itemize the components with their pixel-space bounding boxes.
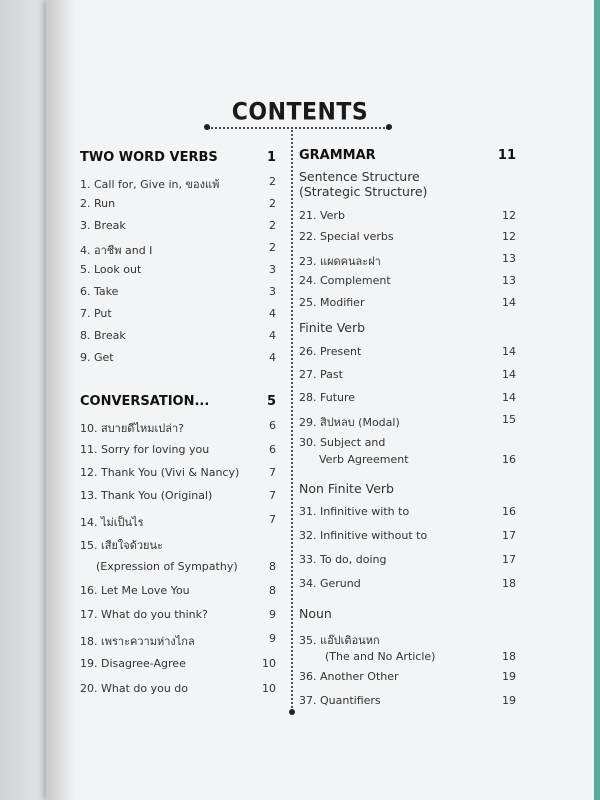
toc-entry: 21. Verb 12 (299, 209, 516, 222)
toc-entry: 17. What do you think? 9 (80, 608, 276, 621)
title-rule-dot-left (204, 124, 210, 130)
toc-entry: 23. แผดคนละฝา 13 (299, 252, 516, 268)
toc-entry: 32. Infinitive without to 17 (299, 529, 516, 542)
toc-entry: 9. Get 4 (80, 351, 276, 364)
toc-entry: 7. Put 4 (80, 307, 276, 320)
toc-entry: 14. ไม่เป็นไร 7 (80, 513, 276, 529)
toc-entry: 24. Complement 13 (299, 274, 516, 287)
group-title: (Strategic Structure) (299, 184, 428, 199)
toc-entry: 3. Break 2 (80, 219, 276, 232)
toc-entry-continued: Verb Agreement 16 (319, 453, 516, 466)
section-heading-grammar: GRAMMAR 11 (299, 148, 516, 163)
group-title: Sentence Structure (299, 169, 420, 184)
toc-entry: 34. Gerund 18 (299, 577, 516, 590)
toc-entry-continued: (Expression of Sympathy) 8 (96, 560, 276, 573)
toc-entry: 20. What do you do 10 (80, 682, 276, 695)
toc-entry: 30. Subject and (299, 436, 386, 449)
toc-entry: 31. Infinitive with to 16 (299, 505, 516, 518)
page-title: CONTENTS (231, 98, 369, 127)
toc-entry: 29. สิปหลบ (Modal) 15 (299, 413, 516, 429)
toc-entry-continued: (The and No Article) 18 (325, 650, 516, 663)
toc-entry: 10. สบายดีไหมเปล่า? 6 (80, 419, 276, 435)
group-title: Noun (299, 606, 332, 621)
title-rule-dot-right (386, 124, 392, 130)
toc-entry: 33. To do, doing 17 (299, 553, 516, 566)
toc-entry: 6. Take 3 (80, 285, 276, 298)
toc-entry: 12. Thank You (Vivi & Nancy) 7 (80, 466, 276, 479)
toc-entry: 1. Call for, Give in, ของแพ้ 2 (80, 175, 276, 191)
toc-entry: 18. เพราะความห่างไกล 9 (80, 632, 276, 648)
toc-entry: 2. Run 2 (80, 197, 276, 210)
section-heading-two-word-verbs: TWO WORD VERBS 1 (80, 150, 276, 165)
toc-entry: 13. Thank You (Original) 7 (80, 489, 276, 502)
column-divider-dot (289, 709, 295, 715)
group-title: Finite Verb (299, 320, 366, 335)
toc-entry: 4. อาชีพ and I 2 (80, 241, 276, 257)
toc-entry: 11. Sorry for loving you 6 (80, 443, 276, 456)
toc-entry: 26. Present 14 (299, 345, 516, 358)
toc-entry: 16. Let Me Love You 8 (80, 584, 276, 597)
toc-entry: 8. Break 4 (80, 329, 276, 342)
toc-entry: 35. แอ๊ปเติอนหก (299, 634, 380, 647)
column-divider (291, 130, 293, 712)
toc-entry: 15. เสียใจด้วยนะ (80, 539, 163, 552)
toc-entry: 27. Past 14 (299, 368, 516, 381)
title-underline (208, 127, 388, 129)
toc-entry: 36. Another Other 19 (299, 670, 516, 683)
toc-entry: 25. Modifier 14 (299, 296, 516, 309)
toc-entry: 22. Special verbs 12 (299, 230, 516, 243)
toc-entry: 19. Disagree-Agree 10 (80, 657, 276, 670)
group-title: Non Finite Verb (299, 481, 394, 496)
toc-entry: 28. Future 14 (299, 391, 516, 404)
toc-entry: 5. Look out 3 (80, 263, 276, 276)
toc-entry: 37. Quantifiers 19 (299, 694, 516, 707)
section-heading-conversation: CONVERSATION... 5 (80, 394, 276, 409)
